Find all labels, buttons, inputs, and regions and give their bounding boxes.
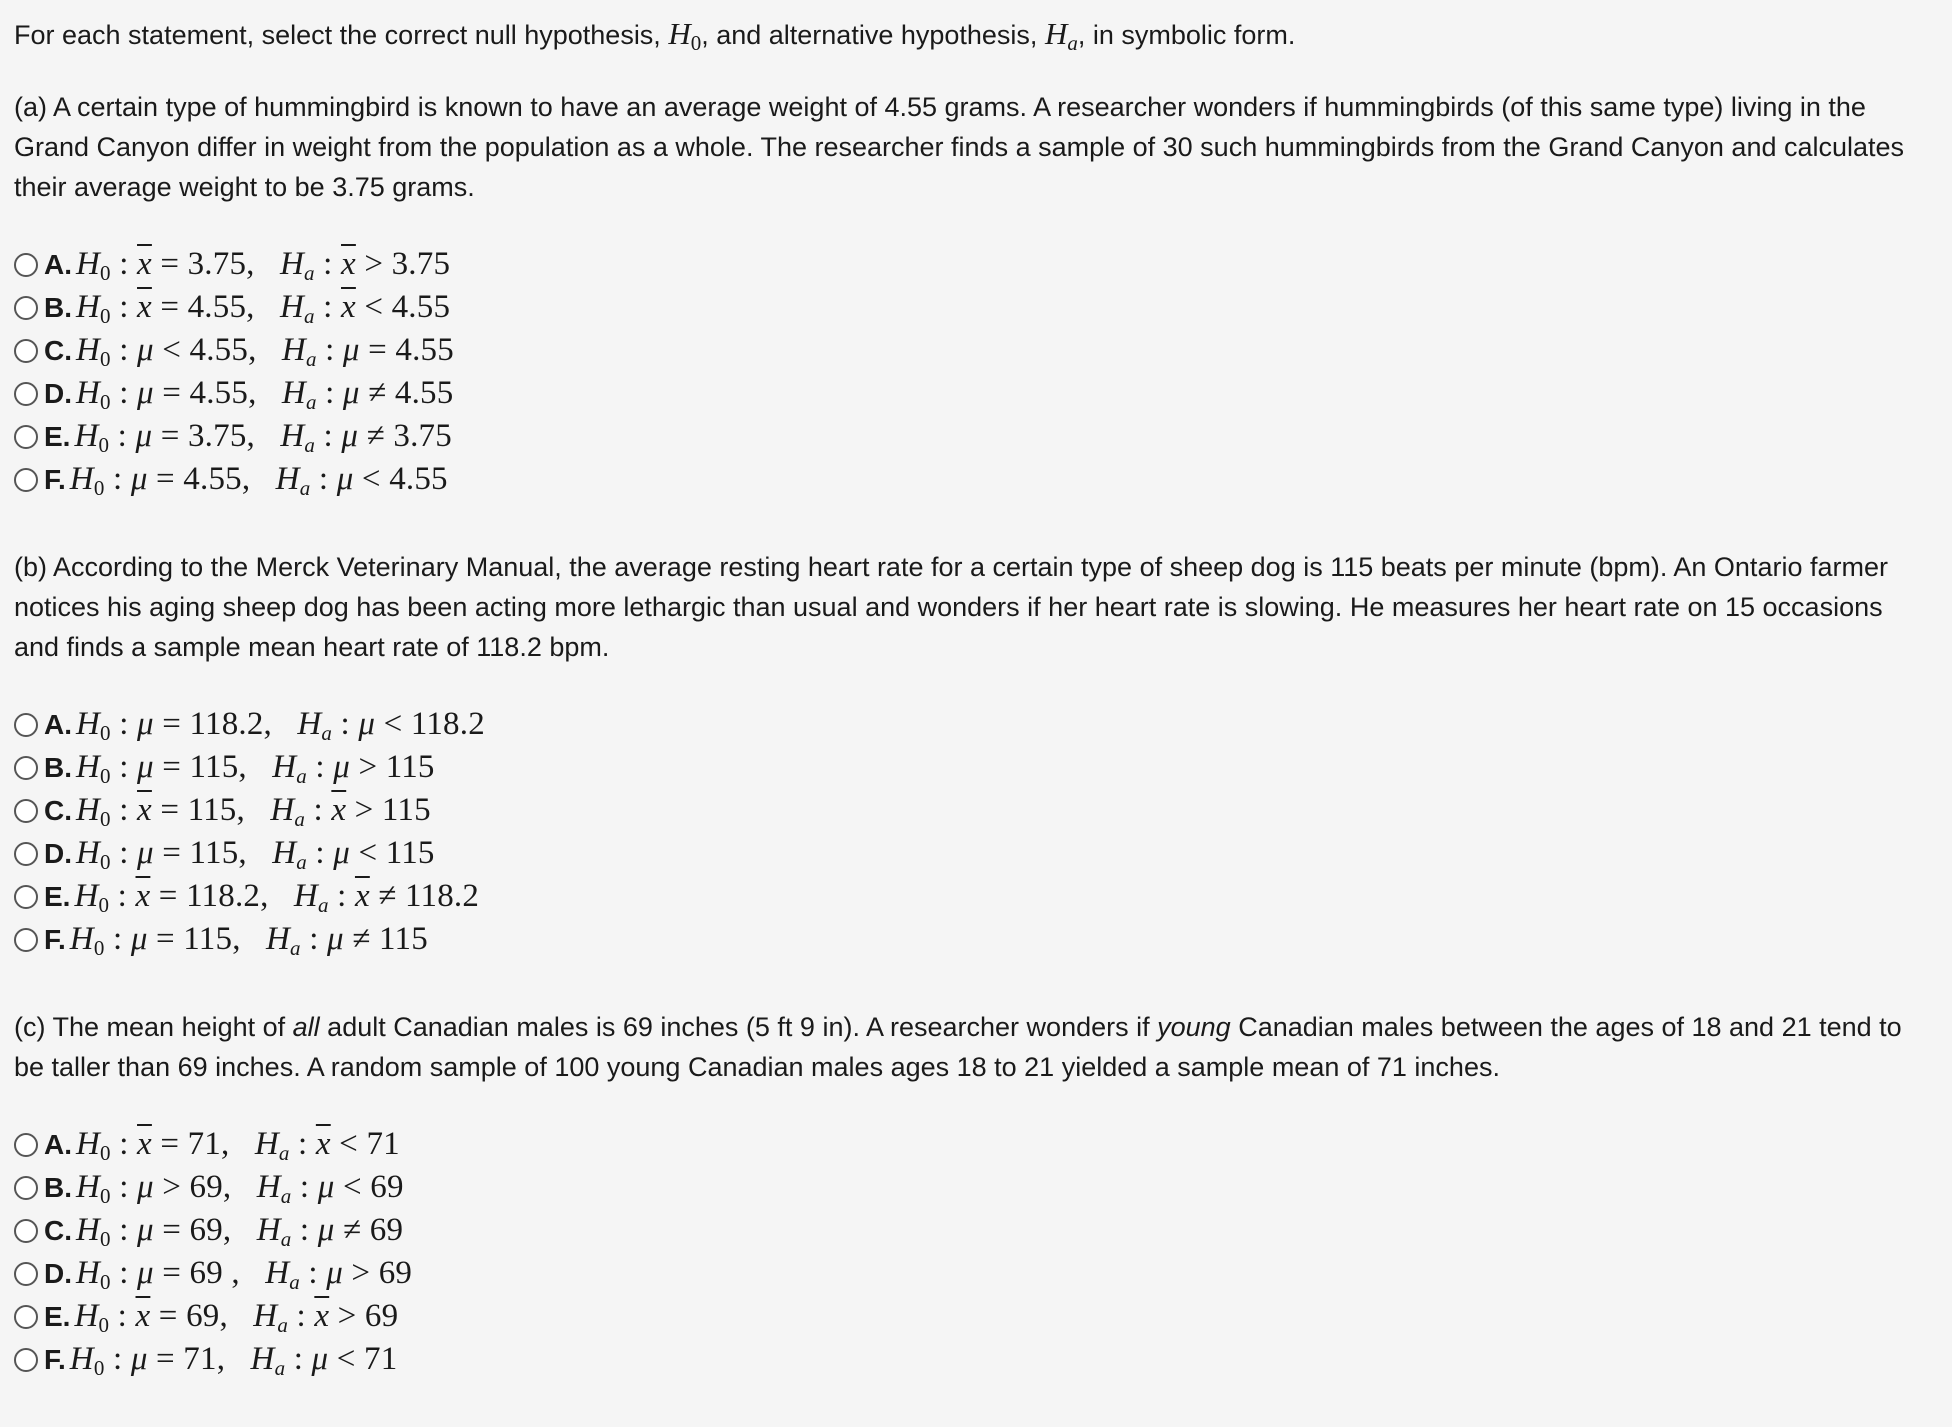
- radio-button[interactable]: [14, 1262, 38, 1286]
- hypothesis-formula: H0 : μ = 4.55, Ha : μ ≠ 4.55: [76, 375, 454, 414]
- question-b: [14, 547, 1934, 961]
- ha-value: 3.75: [393, 418, 452, 454]
- h0-operator: =: [147, 1341, 184, 1377]
- ha-variable: μ: [326, 1255, 343, 1291]
- hypothesis-formula: H0 : μ = 115, Ha : μ > 115: [76, 749, 435, 788]
- h0-operator: =: [153, 1212, 190, 1248]
- ha-value: 69: [369, 1212, 404, 1248]
- ha-value: 69: [378, 1255, 413, 1291]
- h0-operator: =: [150, 1298, 187, 1334]
- option-a-f[interactable]: [14, 458, 1934, 501]
- ha-value: 69: [370, 1169, 404, 1205]
- instructions-text-2: , and alternative hypothesis,: [701, 20, 1045, 50]
- ha-variable: μ: [358, 706, 376, 742]
- radio-button[interactable]: [14, 713, 38, 737]
- ha-variable: μ: [341, 418, 359, 454]
- ha-variable: μ: [342, 332, 360, 368]
- ha-variable: $\overline{x}$: [341, 246, 356, 282]
- option-a-d[interactable]: [14, 372, 1934, 415]
- h0-symbol: H0: [668, 16, 702, 55]
- option-b-a[interactable]: [14, 703, 1934, 746]
- option-letter: F.: [44, 923, 66, 955]
- h0-variable: μ: [130, 1341, 148, 1377]
- option-a-a[interactable]: [14, 243, 1934, 286]
- option-letter: A.: [44, 1128, 72, 1160]
- h0-variable: $\overline{x}$: [137, 1126, 152, 1162]
- h0-operator: <: [153, 332, 190, 368]
- hypothesis-formula: H0 : $\overline{x} = 69$, Ha : $\overline{x} > 69$: [74, 1298, 399, 1337]
- ha-value: 71: [366, 1126, 400, 1162]
- radio-button[interactable]: [14, 1348, 38, 1372]
- option-a-c[interactable]: [14, 329, 1934, 372]
- option-letter: A.: [44, 708, 72, 740]
- option-b-b[interactable]: [14, 746, 1934, 789]
- ha-value: 71: [364, 1341, 398, 1377]
- h0-variable: $\overline{x}$: [137, 792, 152, 828]
- option-c-f[interactable]: [14, 1338, 1934, 1381]
- radio-button[interactable]: [14, 842, 38, 866]
- ha-variable: $\overline{x}$: [354, 878, 370, 914]
- option-a-e[interactable]: [14, 415, 1934, 458]
- h0-operator: =: [153, 835, 190, 871]
- option-b-c[interactable]: [14, 789, 1934, 832]
- hypothesis-formula: H0 : μ = 4.55, Ha : μ < 4.55: [69, 461, 448, 500]
- ha-variable: $\overline{x}$: [314, 1298, 330, 1334]
- h0-variable: μ: [137, 1169, 154, 1205]
- ha-value: 118.2: [410, 706, 485, 742]
- ha-operator: <: [350, 835, 386, 871]
- h0-value: 71: [183, 1341, 217, 1377]
- h0-value: 69: [189, 1212, 223, 1248]
- radio-button[interactable]: [14, 253, 38, 277]
- radio-button[interactable]: [14, 425, 38, 449]
- ha-value: 115: [385, 749, 435, 785]
- h0-variable: μ: [135, 418, 153, 454]
- radio-button[interactable]: [14, 1176, 38, 1200]
- option-c-c[interactable]: [14, 1209, 1934, 1252]
- ha-value: 69: [364, 1298, 399, 1334]
- question-b-options: [14, 703, 1934, 961]
- radio-button[interactable]: [14, 382, 38, 406]
- ha-operator: =: [359, 332, 396, 368]
- ha-operator: <: [328, 1341, 365, 1377]
- h0-operator: =: [152, 418, 188, 454]
- hypothesis-formula: H0 : μ < 4.55, Ha : μ = 4.55: [76, 332, 454, 371]
- option-letter: C.: [44, 334, 72, 366]
- hypothesis-formula: H0 : $\overline{x} = 115$, Ha : $\overline{x} > 115$: [76, 792, 431, 831]
- ha-value: 115: [381, 792, 431, 828]
- ha-operator: <: [375, 706, 411, 742]
- question-c-options: [14, 1123, 1934, 1381]
- hypothesis-formula: H0 : μ = 118.2, Ha : μ < 118.2: [76, 706, 485, 745]
- ha-operator: >: [346, 792, 382, 828]
- h0-value: 115: [189, 749, 239, 785]
- ha-variable: $\overline{x}$: [315, 1126, 331, 1162]
- h0-value: 69: [189, 1255, 232, 1291]
- h0-variable: $\overline{x}$: [137, 246, 152, 282]
- radio-button[interactable]: [14, 756, 38, 780]
- question-b-text: (b) According to the Merck Veterinary Manual, the average resting heart rate for a certain type of sheep dog is 115 beats per minute (bpm). An Ontario farmer notices his aging sheep dog has been acting more lethargic than usual and wonders if her heart rate is slowing. He measures her heart rate on 15 occasions and finds a sample mean heart rate of 118.2 bpm.: [14, 552, 1888, 662]
- h0-value: 3.75: [187, 246, 247, 282]
- hypothesis-formula: H0 : μ > 69, Ha : μ < 69: [76, 1169, 404, 1208]
- radio-button[interactable]: [14, 885, 38, 909]
- ha-value: 3.75: [391, 246, 451, 282]
- radio-button[interactable]: [14, 468, 38, 492]
- hypothesis-formula: H0 : μ = 3.75, Ha : μ ≠ 3.75: [74, 418, 452, 457]
- option-c-b[interactable]: [14, 1166, 1934, 1209]
- option-a-b[interactable]: [14, 286, 1934, 329]
- hypothesis-formula: H0 : μ = 69 , Ha : μ > 69: [76, 1255, 413, 1294]
- h0-operator: =: [151, 1126, 188, 1162]
- ha-operator: >: [342, 1255, 379, 1291]
- ha-operator: ≠: [369, 878, 406, 914]
- question-a: [14, 87, 1934, 501]
- question-c: [14, 1007, 1934, 1381]
- question-a-text: (a) A certain type of hummingbird is known to have an average weight of 4.55 grams. A researcher wonders if hummingbirds (of this same type) living in the Grand Canyon differ in weight from the population as a whole. The researcher finds a sample of 30 such hummingbirds from the Grand Canyon and calculates their average weight to be 3.75 grams.: [14, 92, 1905, 202]
- ha-variable: μ: [333, 749, 351, 785]
- instructions-text-3: , in symbolic form.: [1077, 20, 1296, 50]
- hypothesis-formula: H0 : $\overline{x} = 3.75$, Ha : $\overline{x} > 3.75$: [76, 246, 451, 285]
- radio-button[interactable]: [14, 339, 38, 363]
- ha-operator: >: [355, 246, 392, 282]
- option-letter: C.: [44, 1214, 72, 1246]
- option-b-f[interactable]: [14, 918, 1934, 961]
- ha-operator: >: [350, 749, 386, 785]
- ha-operator: <: [334, 1169, 371, 1205]
- h0-operator: =: [147, 921, 184, 957]
- h0-value: 3.75: [187, 418, 247, 454]
- option-b-e[interactable]: [14, 875, 1934, 918]
- ha-operator: ≠: [334, 1212, 370, 1248]
- h0-value: 118.2: [189, 706, 264, 742]
- option-letter: D.: [44, 837, 72, 869]
- h0-value: 69: [189, 1169, 223, 1205]
- option-letter: B.: [44, 1171, 72, 1203]
- hypothesis-formula: H0 : μ = 71, Ha : μ < 71: [69, 1341, 398, 1380]
- h0-operator: =: [153, 706, 190, 742]
- ha-value: 4.55: [394, 375, 454, 411]
- ha-variable: μ: [327, 921, 344, 957]
- radio-button[interactable]: [14, 799, 38, 823]
- ha-value: 4.55: [395, 332, 454, 368]
- ha-operator: ≠: [358, 418, 394, 454]
- hypothesis-formula: H0 : μ = 115, Ha : μ ≠ 115: [69, 921, 428, 960]
- radio-button[interactable]: [14, 1219, 38, 1243]
- h0-variable: μ: [137, 332, 154, 368]
- ha-variable: $\overline{x}$: [341, 289, 356, 325]
- h0-variable: μ: [137, 1255, 154, 1291]
- h0-variable: $\overline{x}$: [135, 1298, 151, 1334]
- h0-value: 71: [187, 1126, 222, 1162]
- h0-operator: =: [153, 749, 190, 785]
- h0-operator: =: [151, 289, 188, 325]
- option-c-e[interactable]: [14, 1295, 1934, 1338]
- ha-operator: <: [353, 461, 390, 497]
- h0-operator: =: [147, 461, 184, 497]
- ha-operator: ≠: [359, 375, 395, 411]
- h0-variable: $\overline{x}$: [135, 878, 151, 914]
- ha-operator: >: [329, 1298, 365, 1334]
- ha-variable: μ: [317, 1212, 335, 1248]
- h0-variable: μ: [130, 461, 148, 497]
- h0-variable: μ: [137, 1212, 154, 1248]
- h0-value: 4.55: [189, 332, 249, 368]
- option-letter: B.: [44, 291, 72, 323]
- h0-value: 115: [189, 835, 239, 871]
- h0-variable: $\overline{x}$: [137, 289, 152, 325]
- ha-symbol: Ha: [1044, 16, 1078, 55]
- option-letter: F.: [44, 1343, 66, 1375]
- option-letter: D.: [44, 1257, 72, 1289]
- option-letter: E.: [44, 880, 71, 912]
- radio-button[interactable]: [14, 1133, 38, 1157]
- ha-variable: μ: [333, 835, 351, 871]
- hypothesis-formula: H0 : μ = 115, Ha : μ < 115: [76, 835, 435, 874]
- ha-operator: <: [355, 289, 392, 325]
- ha-value: 4.55: [389, 461, 448, 497]
- ha-operator: <: [330, 1126, 367, 1162]
- ha-value: 118.2: [405, 878, 480, 914]
- option-letter: F.: [44, 463, 66, 495]
- h0-variable: μ: [137, 706, 154, 742]
- h0-operator: =: [151, 792, 188, 828]
- ha-value: 115: [379, 921, 428, 957]
- ha-operator: ≠: [343, 921, 380, 957]
- option-letter: A.: [44, 248, 72, 280]
- ha-value: 4.55: [391, 289, 451, 325]
- radio-button[interactable]: [14, 296, 38, 320]
- h0-operator: =: [153, 1255, 190, 1291]
- ha-value: 115: [385, 835, 435, 871]
- h0-variable: μ: [137, 749, 154, 785]
- h0-value: 69: [186, 1298, 220, 1334]
- h0-value: 4.55: [187, 289, 247, 325]
- option-letter: B.: [44, 751, 72, 783]
- ha-variable: μ: [336, 461, 354, 497]
- option-letter: E.: [44, 1300, 71, 1332]
- h0-value: 118.2: [186, 878, 261, 914]
- hypothesis-formula: H0 : $\overline{x} = 71$, Ha : $\overline{x} < 71$: [76, 1126, 400, 1165]
- h0-operator: =: [150, 878, 187, 914]
- option-b-d[interactable]: [14, 832, 1934, 875]
- ha-variable: μ: [317, 1169, 335, 1205]
- radio-button[interactable]: [14, 1305, 38, 1329]
- instructions: [14, 14, 1934, 57]
- h0-operator: =: [153, 375, 190, 411]
- h0-value: 115: [183, 921, 233, 957]
- radio-button[interactable]: [14, 928, 38, 952]
- hypothesis-formula: H0 : $\overline{x} = 4.55$, Ha : $\overline{x} < 4.55$: [76, 289, 451, 328]
- option-letter: C.: [44, 794, 72, 826]
- h0-value: 4.55: [189, 375, 249, 411]
- ha-variable: μ: [342, 375, 360, 411]
- h0-value: 115: [187, 792, 237, 828]
- option-c-a[interactable]: [14, 1123, 1934, 1166]
- ha-variable: $\overline{x}$: [331, 792, 347, 828]
- page: [14, 14, 1934, 1427]
- h0-variable: μ: [137, 375, 154, 411]
- h0-operator: >: [153, 1169, 190, 1205]
- ha-variable: μ: [311, 1341, 329, 1377]
- hypothesis-formula: H0 : μ = 69, Ha : μ ≠ 69: [76, 1212, 404, 1251]
- h0-variable: μ: [137, 835, 154, 871]
- h0-operator: =: [151, 246, 188, 282]
- h0-variable: μ: [130, 921, 148, 957]
- option-c-d[interactable]: [14, 1252, 1934, 1295]
- question-a-options: [14, 243, 1934, 501]
- option-letter: E.: [44, 420, 71, 452]
- h0-value: 4.55: [183, 461, 242, 497]
- option-letter: D.: [44, 377, 72, 409]
- hypothesis-formula: H0 : $\overline{x} = 118.2$, Ha : $\overline{x} \ne 118.2$: [74, 878, 480, 917]
- instructions-text-1: For each statement, select the correct null hypothesis,: [14, 20, 669, 50]
- question-c-text: (c) The mean height of all adult Canadian males is 69 inches (5 ft 9 in). A researcher wonders if young Canadian males between the ages of 18 and 21 tend to be taller than 69 inches. A random sample of 100 young Canadian males ages 18 to 21 yielded a sample mean of 71 inches.: [14, 1012, 1902, 1082]
